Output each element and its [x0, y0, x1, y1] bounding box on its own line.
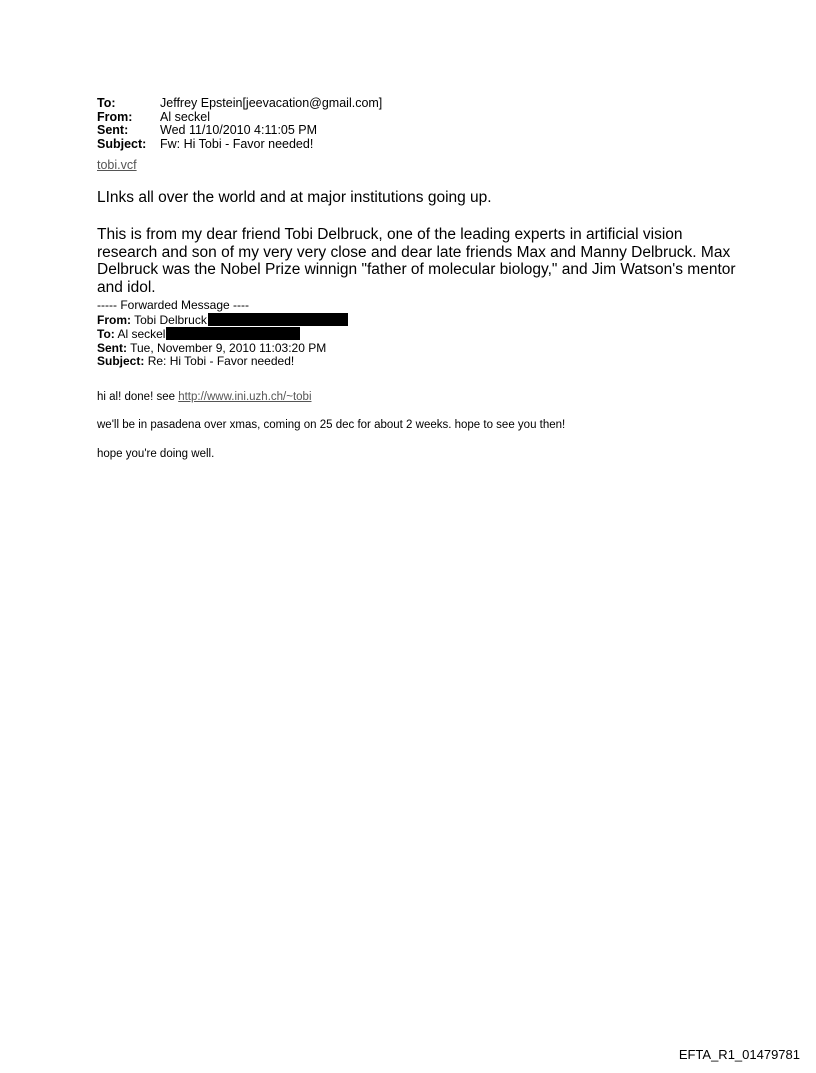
redaction-block [208, 313, 348, 326]
subject-value: Fw: Hi Tobi - Favor needed! [160, 136, 314, 151]
subject-label: Subject: [97, 136, 147, 151]
to-value: Jeffrey Epstein[jeevacation@gmail.com] [160, 96, 383, 110]
to-label: To: [97, 96, 116, 110]
forwarded-divider: ----- Forwarded Message ---- [97, 298, 250, 312]
forwarded-subject-value: Re: Hi Tobi - Favor needed! [147, 354, 295, 368]
attachment-link[interactable]: tobi.vcf [97, 158, 137, 172]
forwarded-header [97, 299, 348, 369]
reply-line-2: we'll be in pasadena over xmas, coming on 25 dec for about 2 weeks. hope to see you then! [97, 419, 566, 431]
sent-value: Wed 11/10/2010 4:11:05 PM [160, 123, 318, 137]
forwarded-to-label: To: [97, 327, 115, 341]
forwarded-subject-row [97, 355, 348, 369]
from-row [97, 111, 382, 125]
body-paragraph-1: LInks all over the world and at major institutions going up. [97, 189, 492, 206]
forwarded-from-label: From: [97, 312, 131, 327]
to-row [97, 97, 382, 111]
forwarded-subject-label: Subject: [97, 354, 145, 368]
reply-line-3: hope you're doing well. [97, 448, 215, 460]
subject-row [97, 138, 382, 152]
email-header [97, 97, 382, 151]
from-label: From: [97, 109, 133, 124]
from-value: Al seckel [160, 109, 211, 124]
forwarded-sent-label: Sent: [97, 340, 127, 355]
forwarded-to-row [97, 327, 348, 342]
forwarded-from-row [97, 313, 348, 328]
forwarded-sent-row [97, 342, 348, 356]
body-paragraph-2: This is from my dear friend Tobi Delbruck, one of the leading experts in artificial vision research and son of my very very close and dear late friends Max and Manny Delbruck. Max Delbruck was the Nobel Prize winnign "father of molecular biology," and Jim Watson's mentor and idol. [97, 226, 736, 296]
forwarded-to-value: Al seckel [117, 327, 166, 341]
sent-label: Sent: [97, 123, 129, 137]
website-link[interactable]: http://www.ini.uzh.ch/~tobi [178, 391, 312, 403]
forwarded-sent-value: Tue, November 9, 2010 11:03:20 PM [130, 340, 327, 355]
reply-line-1-text: hi al! done! see [97, 391, 176, 403]
redaction-block [166, 327, 300, 340]
document-id: EFTA_R1_01479781 [678, 1047, 800, 1062]
sent-row [97, 124, 382, 138]
forwarded-from-value: Tobi Delbruck [134, 312, 207, 327]
reply-line-1 [97, 391, 312, 404]
